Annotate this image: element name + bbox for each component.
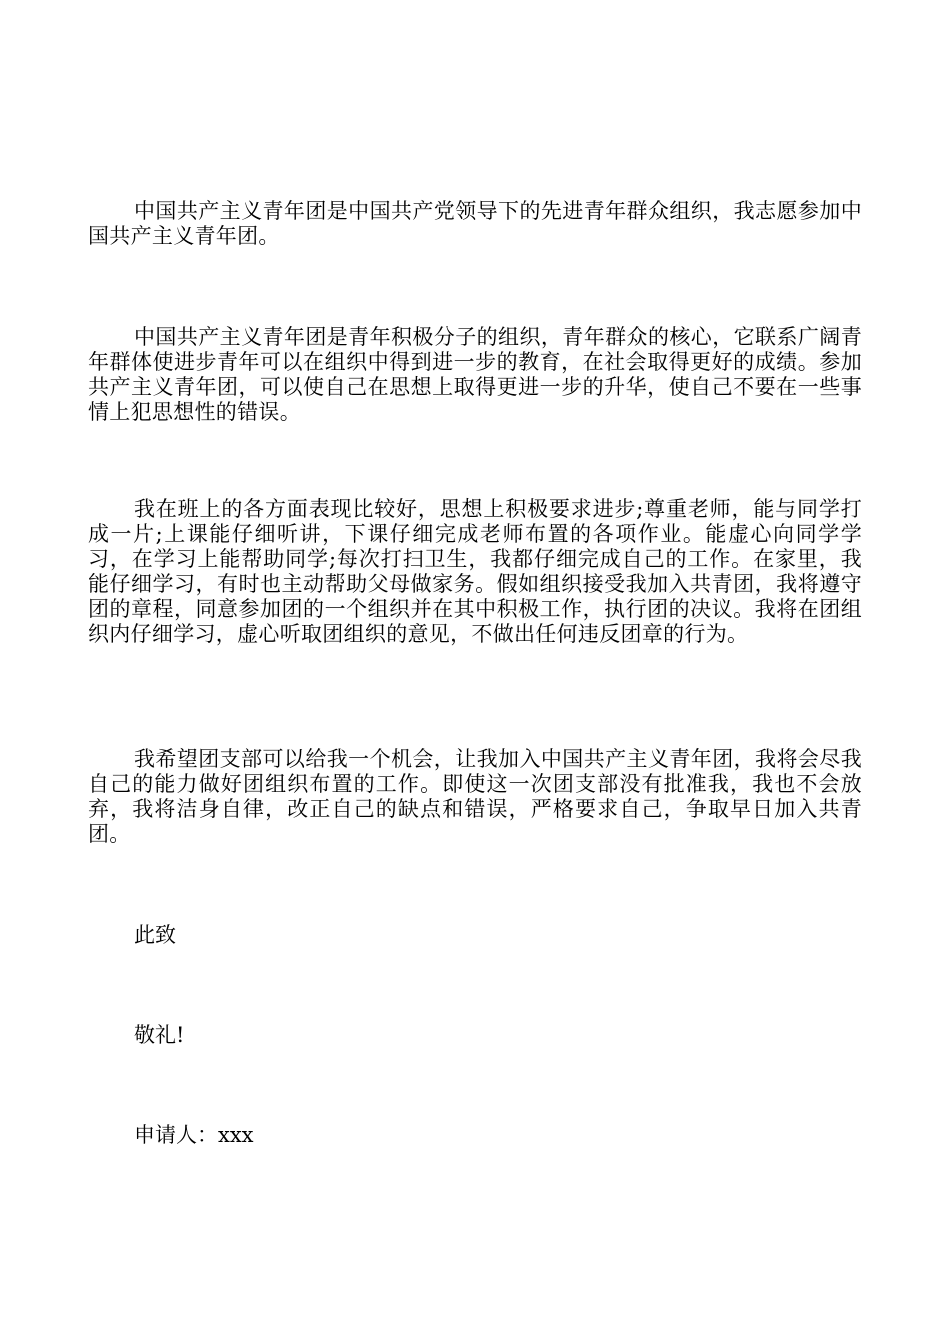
signature-line: 申请人：xxx bbox=[134, 1123, 254, 1147]
paragraph-4: 我希望团支部可以给我一个机会，让我加入中国共产主义青年团，我将会尽我自己的能力做好团组织布置的工作。即使这一次团支部没有批准我，我也不会放弃，我将洁身自律，改正自己的缺点和错误，严格要求自己，争取早日加入共青团。 bbox=[88, 747, 862, 846]
closing-salutation: 此致 bbox=[134, 923, 176, 947]
paragraph-3: 我在班上的各方面表现比较好，思想上积极要求进步;尊重老师，能与同学打成一片;上课能仔细听讲，下课仔细完成老师布置的各项作业。能虚心向同学学习，在学习上能帮助同学;每次打扫卫生，我都仔细完成自己的工作。在家里，我能仔细学习，有时也主动帮助父母做家务。假如组织接受我加入共青团，我将遵守团的章程，同意参加团的一个组织并在其中积极工作，执行团的决议。我将在团组织内仔细学习，虚心听取团组织的意见，不做出任何违反团章的行为。 bbox=[88, 497, 862, 646]
paragraph-2: 中国共产主义青年团是青年积极分子的组织，青年群众的核心，它联系广阔青年群体使进步青年可以在组织中得到进一步的教育，在社会取得更好的成绩。参加共产主义青年团，可以使自己在思想上取得更进一步的升华，使自己不要在一些事情上犯思想性的错误。 bbox=[88, 325, 862, 424]
closing-regards: 敬礼! bbox=[134, 1023, 185, 1047]
paragraph-1: 中国共产主义青年团是中国共产党领导下的先进青年群众组织，我志愿参加中国共产主义青年团。 bbox=[88, 199, 862, 248]
